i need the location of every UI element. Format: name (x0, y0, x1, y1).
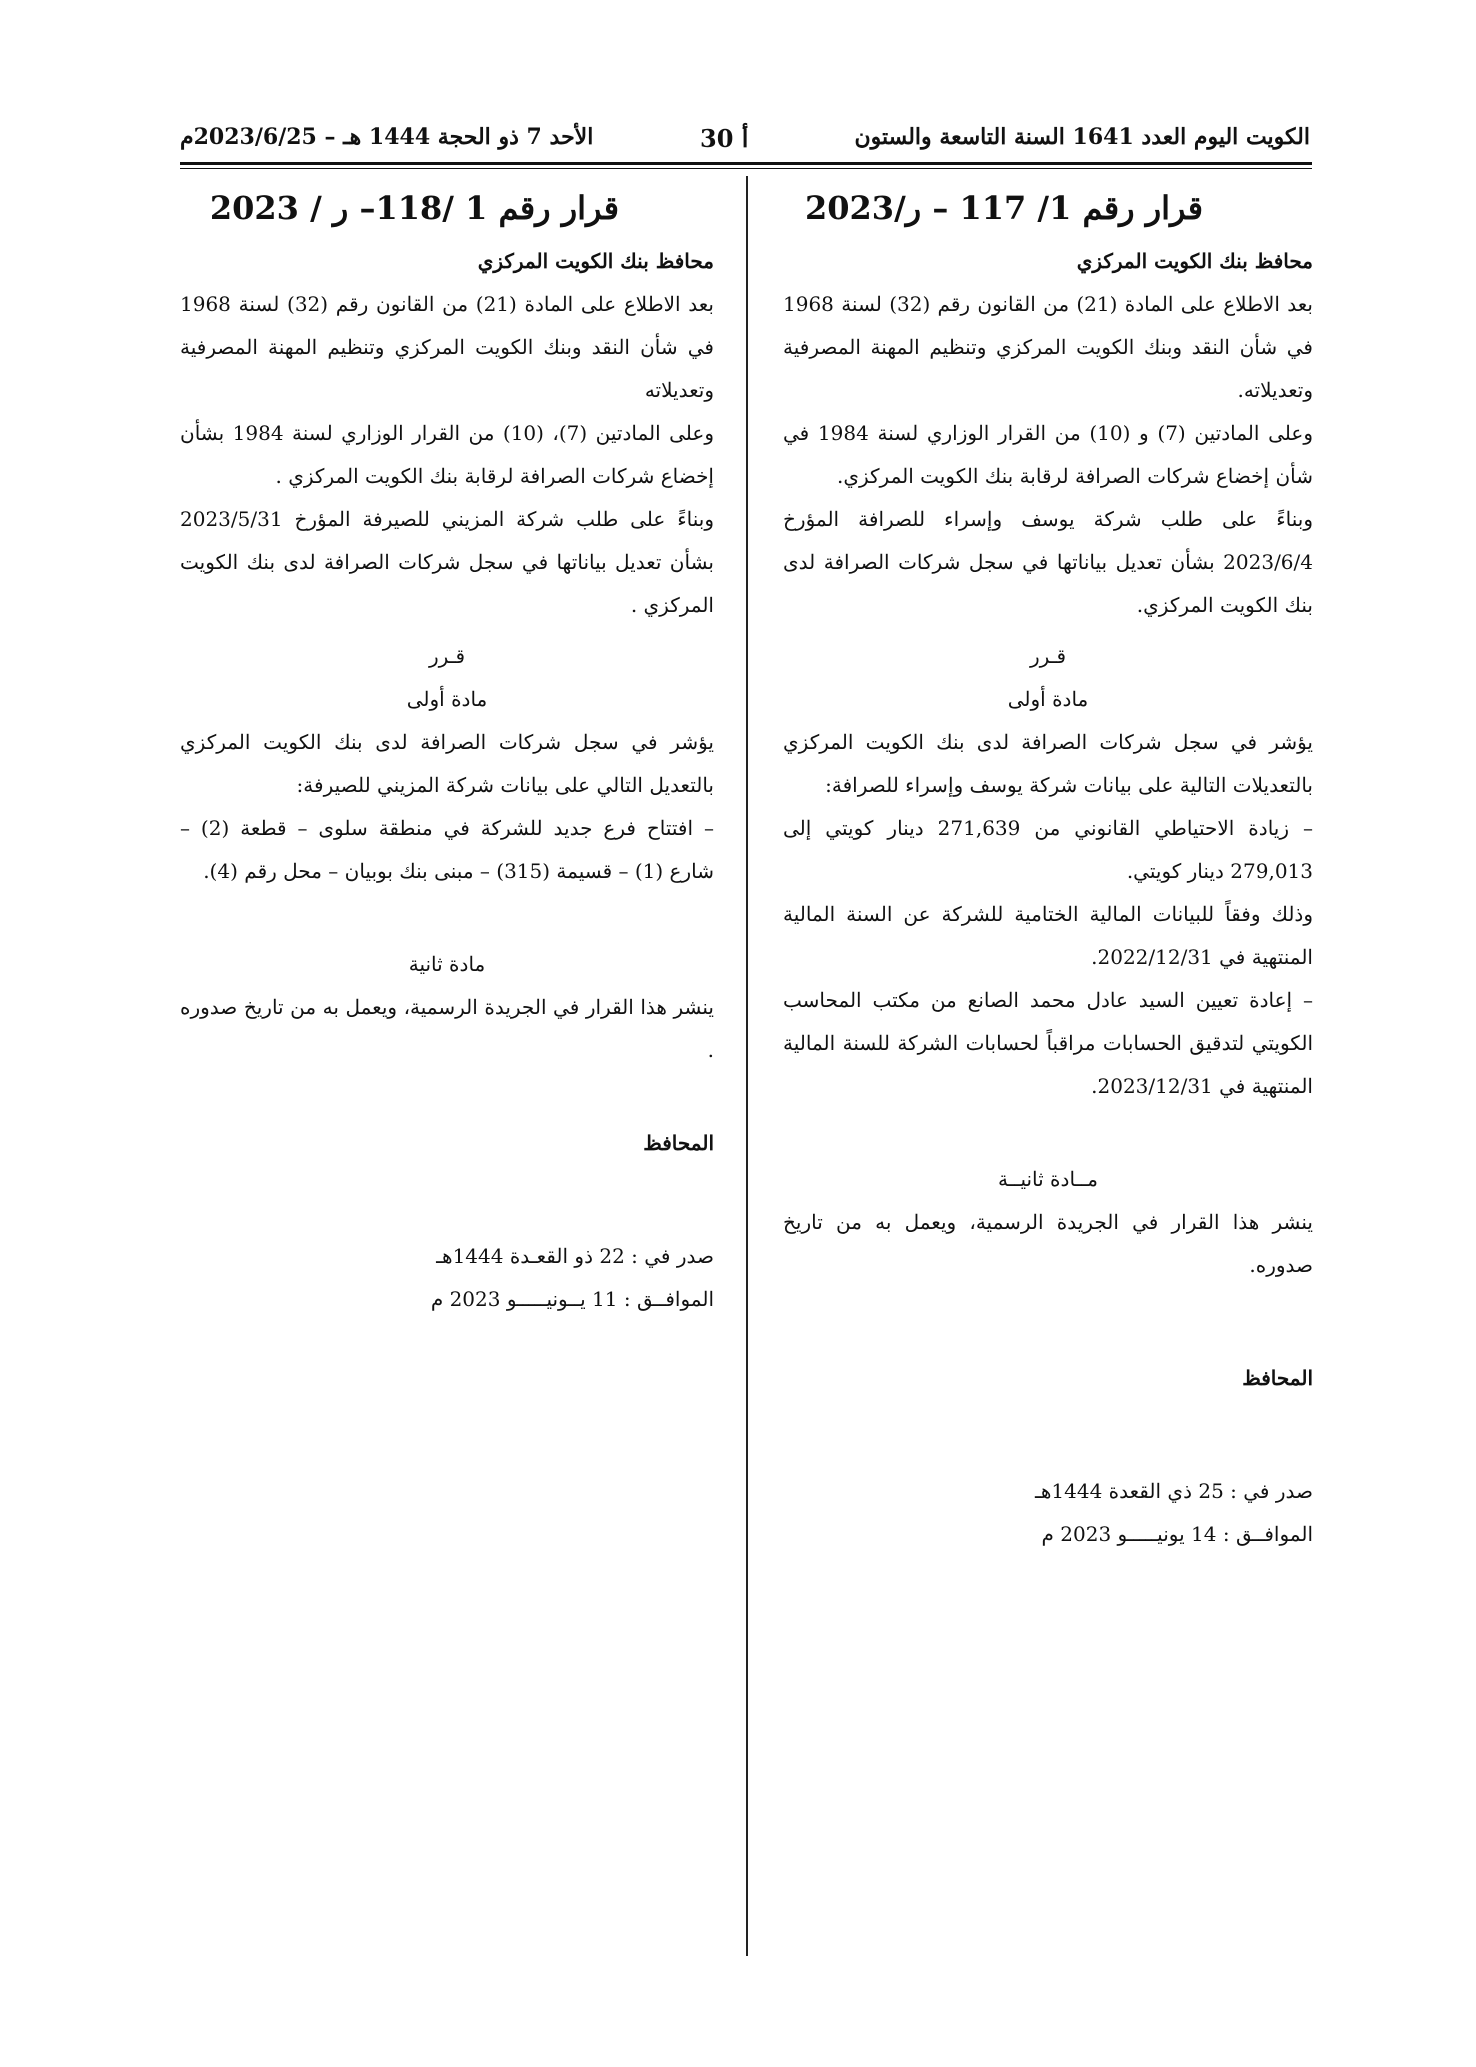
decree-117-decided: قـرر (1029, 644, 1067, 668)
decree-117-governor: المحافظ (1242, 1366, 1313, 1390)
decree-118-issued-date: صدر في : 22 ذو القعـدة 1444هـ (436, 1244, 714, 1268)
decree-118-item-1: – افتتاح فرع جديد للشركة في منطقة سلوى – قطعة (2) – شارع (1) – قسيمة (315) – مبنى بنك بوبيان – محل رقم (4). (180, 816, 714, 883)
decree-118-column (180, 178, 714, 1321)
decree-117-preamble-2: وعلى المادتين (7) و (10) من القرار الوزاري لسنة 1984 في شأن إخضاع شركات الصرافة لرقابة بنك الكويت المركزي. (783, 421, 1313, 488)
decree-118-corresponding-date: الموافــق : 11 يــونيـــــو 2023 م (430, 1287, 714, 1311)
decree-117-issuer: محافظ بنك الكويت المركزي (1076, 249, 1313, 273)
decree-117-item-2: – إعادة تعيين السيد عادل محمد الصانع من مكتب المحاسب الكويتي لتدقيق الحسابات مراقباً لحسابات الشركة للسنة المالية المنتهية في 2023/12/31. (783, 988, 1313, 1098)
decree-118-governor: المحافظ (643, 1131, 714, 1155)
decree-117-article-2-text: ينشر هذا القرار في الجريدة الرسمية، ويعمل به من تاريخ صدوره. (783, 1210, 1313, 1277)
decree-117-article-2-heading: مــادة ثانيــة (998, 1167, 1098, 1191)
decree-118-decided: قـرر (428, 644, 466, 668)
decree-117-preamble-1: بعد الاطلاع على المادة (21) من القانون رقم (32) لسنة 1968 في شأن النقد وبنك الكويت المركزي وتنظيم المهنة المصرفية وتعديلاته. (783, 292, 1313, 402)
decree-118-article-2-text: ينشر هذا القرار في الجريدة الرسمية، ويعمل به من تاريخ صدوره . (180, 995, 714, 1062)
decree-118-article-1-heading: مادة أولى (406, 687, 488, 711)
decree-117-article-1-text: يؤشر في سجل شركات الصرافة لدى بنك الكويت المركزي بالتعديلات التالية على بيانات شركة يوسف وإسراء للصرافة: (783, 730, 1313, 797)
column-divider (746, 176, 748, 1956)
decree-118-preamble-1: بعد الاطلاع على المادة (21) من القانون رقم (32) لسنة 1968 في شأن النقد وبنك الكويت المركزي وتنظيم المهنة المصرفية وتعديلاته (180, 292, 715, 402)
decree-117-title: قرار رقم 1/ 117 – ر/2023 (805, 189, 1203, 227)
decree-117-item-1: – زيادة الاحتياطي القانوني من 271,639 دينار كويتي إلى 279,013 دينار كويتي. (783, 816, 1313, 883)
decree-118-issuer: محافظ بنك الكويت المركزي (477, 249, 714, 273)
running-header (180, 120, 1310, 160)
decree-118-article-1-text: يؤشر في سجل شركات الصرافة لدى بنك الكويت المركزي بالتعديل التالي على بيانات شركة المزيني للصيرفة: (180, 730, 714, 797)
decree-118-title: قرار رقم 1 /118– ر / 2023 (209, 189, 619, 227)
header-issue-info: الكويت اليوم العدد 1641 السنة التاسعة والستون (854, 124, 1310, 150)
header-rule-thin (180, 168, 1312, 169)
decree-117-item-1-note: وذلك وفقاً للبيانات المالية الختامية للشركة عن السنة المالية المنتهية في 2022/12/31. (783, 902, 1313, 969)
decree-117-preamble-3: وبناءً على طلب شركة يوسف وإسراء للصرافة المؤرخ 2023/6/4 بشأن تعديل بياناتها في سجل شركات الصرافة لدى بنك الكويت المركزي. (783, 507, 1313, 617)
decree-118-preamble-2: وعلى المادتين (7)، (10) من القرار الوزاري لسنة 1984 بشأن إخضاع شركات الصرافة لرقابة بنك الكويت المركزي . (180, 421, 714, 488)
decree-118-preamble-3: وبناءً على طلب شركة المزيني للصيرفة المؤرخ 2023/5/31 بشأن تعديل بياناتها في سجل شركات الصرافة لدى بنك الكويت المركزي . (180, 507, 714, 617)
header-rule-thick (180, 162, 1312, 165)
decree-117-corresponding-date: الموافــق : 14 يونيـــــو 2023 م (1041, 1522, 1313, 1546)
decree-117-article-1-heading: مادة أولى (1007, 687, 1089, 711)
decree-117-column (783, 178, 1313, 1556)
decree-117-issued-date: صدر في : 25 ذي القعدة 1444هـ (1035, 1479, 1313, 1503)
decree-118-article-2-heading: مادة ثانية (408, 952, 486, 976)
header-page-number: أ 30 (700, 124, 749, 153)
header-date: الأحد 7 ذو الحجة 1444 هـ – 2023/6/25م (180, 124, 594, 150)
